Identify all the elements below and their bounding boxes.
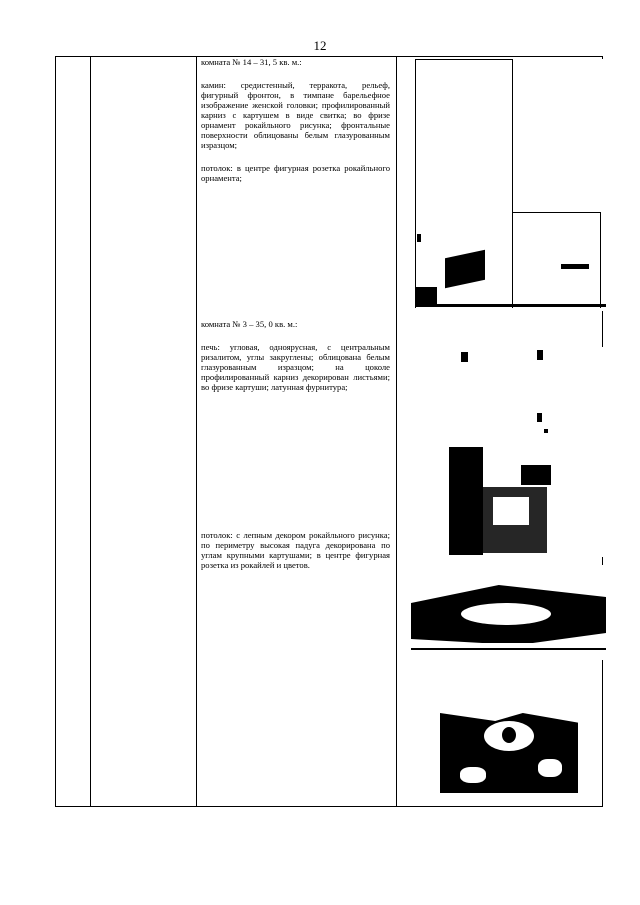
room-heading: комната № 3 – 35, 0 кв. м.:: [201, 319, 298, 329]
fireplace-text: камин: средистенный, терракота, рельеф, фигурный фронтон, в тимпане барельефное изображение женской головки; профилированный карниз с картушем в виде свитка; во фризе орнамент рокайльного рисунка; фронтальные поверхности облицованы белым глазурованным изразцом;: [201, 80, 390, 150]
column-divider: [90, 57, 91, 806]
room-heading: комната № 14 – 31, 5 кв. м.:: [201, 57, 302, 67]
ceiling-text: потолок: в центре фигурная розетка рокайльного орнамента;: [201, 163, 390, 183]
page-number: 12: [313, 38, 327, 53]
column-divider: [396, 57, 397, 806]
fireplace-photo: [411, 59, 606, 311]
ceiling-cornice-photo: [411, 565, 606, 660]
room-3-description: [201, 319, 390, 570]
ceiling-rosette-photo: [440, 707, 578, 793]
column-divider: [196, 57, 197, 806]
monument-table: [55, 56, 603, 807]
stove-photo: [411, 347, 606, 557]
room-14-description: [201, 57, 390, 183]
ceiling-text: потолок: с лепным декором рокайльного рисунка; по периметру высокая падуга декорирована по углам крупными картушами; в центре фигурная розетка из рокайлей и цветов.: [201, 530, 390, 570]
stove-text: печь: угловая, одноярусная, с центральным ризалитом, углы закруглены; облицована белым глазурованным изразцом; на цоколе профилированный карниз декорирован листьями; во фризе картуши; латунная фурнитура;: [201, 342, 390, 392]
